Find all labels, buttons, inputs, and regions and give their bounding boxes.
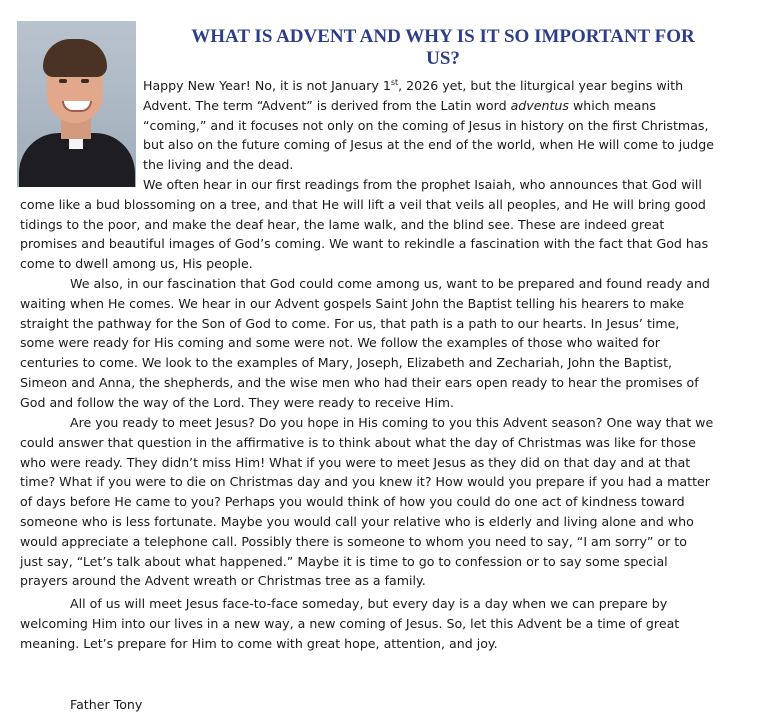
p4-line-2: could answer that question in the affirmative is to think about what the day of Christmas was like for those <box>20 434 696 450</box>
p3-line-2: waiting when He comes. We hear in our Advent gospels Saint John the Baptist telling his hearers to make <box>20 295 685 311</box>
clerical-collar <box>69 139 83 149</box>
p2-line-3: tidings to the poor, and make the deaf hear, the lame walk, and the blind see. These are indeed great <box>20 216 665 232</box>
p2-line-2: come like a bud blossoming on a tree, and that He will lift a veil that veils all peoples, and He will bring good <box>20 196 706 212</box>
p5-line-1: All of us will meet Jesus face-to-face someday, but every day is a day when we can prepare by <box>70 596 668 611</box>
p4-line-5: of days before He came to you? Perhaps you would think of how you could do one act of kindness toward <box>20 494 685 510</box>
hair <box>43 39 107 77</box>
signature: Father Tony <box>70 697 143 712</box>
paragraph-4 <box>20 413 713 591</box>
p4-line-6: someone who is less fortunate. Maybe you would call your relative who is elderly and living alone and who <box>20 513 694 529</box>
p5-line-3: meaning. Let’s prepare for Him to come with great hope, attention, and joy. <box>20 635 498 651</box>
p4-line-9: prayers around the Advent wreath or Christmas tree as a family. <box>20 573 426 589</box>
p1-line-5: the living and the dead. <box>143 157 294 173</box>
p2-line-4: promises and beautiful images of God’s coming. We want to rekindle a fascination with the fact that God has <box>20 236 709 252</box>
title-line-1: WHAT IS ADVENT AND WHY IS IT SO IMPORTANT FOR <box>191 26 695 47</box>
p4-line-4: time? What if you were to die on Christmas day and you knew it? How would you prepare if you had a matter <box>20 474 710 490</box>
paragraph-2 <box>20 175 708 274</box>
p1-line-2: Advent. The term “Advent” is derived from the Latin word adventus which means <box>143 97 656 113</box>
p3-line-5: centuries to come. We look to the examples of Mary, Joseph, Elizabeth and Zechariah, John the Baptist, <box>20 355 673 371</box>
article-title <box>150 26 736 70</box>
p1-line-1: Happy New Year! No, it is not January 1st, 2026 yet, but the liturgical year begins with <box>143 77 684 93</box>
p4-line-8: just say, “Let’s talk about what happened.” Maybe it is time to go to confession or to say some special <box>20 553 668 569</box>
left-eye <box>59 79 67 83</box>
p4-line-1: Are you ready to meet Jesus? Do you hope in His coming to you this Advent season? One way that we <box>70 415 714 430</box>
p5-line-2: welcoming Him into our lives in a new way, a new coming of Jesus. So, let this Advent be a time of great <box>20 615 680 631</box>
p4-line-3: who were ready. They didn’t miss Him! What if you were to meet Jesus as they did on that day and at that <box>20 454 691 470</box>
p3-line-6: Simeon and Anna, the shepherds, and the wise men who had their ears open ready to hear the promises of <box>20 374 699 390</box>
p3-line-1: We also, in our fascination that God could come among us, want to be prepared and found ready and <box>70 276 710 291</box>
p2-line-1: We often hear in our first readings from the prophet Isaiah, who announces that God will <box>143 177 702 192</box>
p1-line-4: but also on the future coming of Jesus at the end of the world, when He will come to judge <box>143 137 714 153</box>
p3-line-4: some were ready for His coming and some were not. We follow the examples of those who waited for <box>20 335 660 351</box>
title-line-2: US? <box>426 48 460 69</box>
p1-line-3: “coming,” and it focuses not only on the coming of Jesus in history on the first Christmas, <box>143 117 709 133</box>
p4-line-7: would appreciate a telephone call. Possibly there is someone to whom you need to say, “I am sorry” or to <box>20 533 687 549</box>
paragraph-3 <box>20 274 710 413</box>
author-photo <box>17 21 136 187</box>
p2-line-5: come to dwell among us, His people. <box>20 256 253 272</box>
paragraph-5 <box>20 594 679 653</box>
paragraph-1 <box>143 76 714 175</box>
p3-line-7: God and follow the way of the Lord. They were ready to receive Him. <box>20 394 455 410</box>
right-eye <box>81 79 89 83</box>
p3-line-3: straight the pathway for the Son of God to come. For us, that path is a path to our hearts. In Jesus’ time, <box>20 315 680 331</box>
